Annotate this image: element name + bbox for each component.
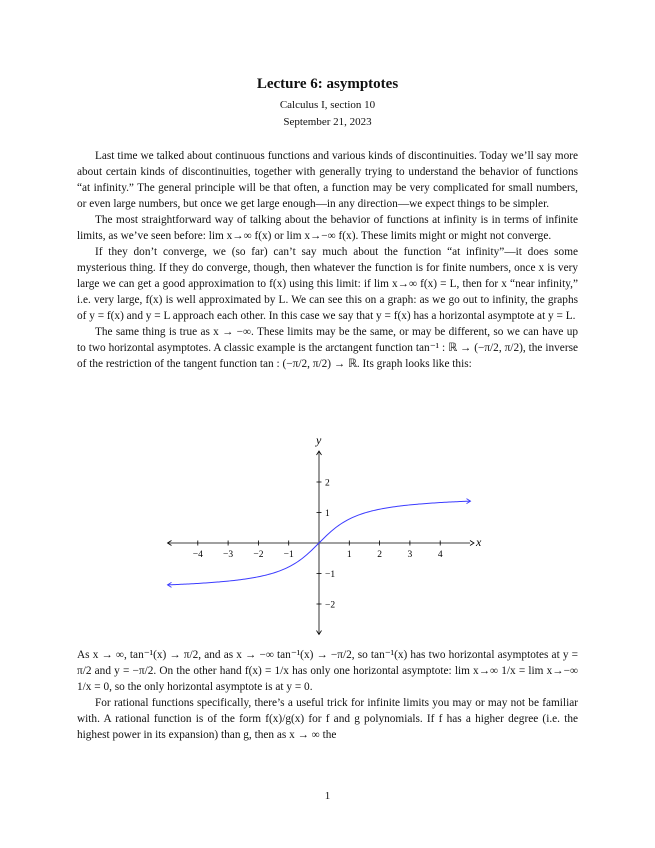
page-number: 1	[324, 790, 331, 802]
page-title: Lecture 6: asymptotes	[256, 76, 399, 92]
x-tick-label: 4	[437, 550, 443, 560]
paragraph-6: For rational functions specifically, there’s a useful trick for infinite limits you may or may not be familiar with. A rational function is of the form f(x)/g(x) for f and g polynomials. If f has a higher degree (i.e. the highest power in its expansion) than g, then as x → ∞ the	[77, 697, 578, 741]
y-axis-label: y	[316, 433, 322, 447]
paragraph-2: The most straightforward way of talking about the behavior of functions at infinity is in terms of infinite limits, as we’ve seen before: lim x→∞ f(x) or lim x→−∞ f(x). These limits might or might not converge.	[77, 214, 578, 242]
paragraph-3: If they don’t converge, we (so far) can’t say much about the function “at infinity”—it does some mysterious thing. If they do converge, though, then whatever the function is for finite numbers, once x is very large we can get a good approximation to f(x) using this limit: if lim x→∞ f(x) = L, then for x “near infinity,” i.e. very large, f(x) is well approximated by L. We can see this on a graph: as we go out to infinity, the graphs of y = f(x) and y = L approach each other. In this case we say that y = f(x) has a horizontal asymptote at y = L.	[77, 246, 578, 322]
x-tick-label: −2	[253, 550, 264, 560]
course-subtitle: Calculus I, section 10	[279, 99, 376, 111]
x-tick-label: −4	[192, 550, 203, 560]
x-tick-label: −1	[283, 550, 294, 560]
paragraph-5: As x → ∞, tan⁻¹(x) → π/2, and as x → −∞ tan⁻¹(x) → −π/2, so tan⁻¹(x) has two horizontal asymptotes at y = π/2 and y = −π/2. On the other hand f(x) = 1/x has only one horizontal asymptote: lim x→∞ 1/x = lim x→−∞ 1/x = 0, so the only horizontal asymptote is at y = 0.	[77, 649, 578, 693]
y-tick-label: 2	[325, 478, 330, 489]
x-tick-label: −3	[223, 550, 234, 560]
y-tick-label: −2	[325, 600, 336, 611]
x-tick-label: 3	[407, 550, 413, 560]
x-tick-label: 2	[377, 550, 382, 560]
paragraph-4: The same thing is true as x → −∞. These limits may be the same, or may be different, so we can have up to two horizontal asymptotes. A classic example is the arctangent function tan⁻¹ : ℝ → (−π/2, π/2), the inverse of the restriction of the tangent function tan : (−π/2, π/2) → ℝ. Its graph looks like this:	[77, 326, 578, 370]
paragraph-1: Last time we talked about continuous functions and various kinds of discontinuities. Today we’ll say more about certain kinds of discontinuities, together with generally trying to understand the behavior of functions “at infinity.” The general principle will be that often, a function may be very complicated for small numbers, or even large numbers, but once we get large enough—in any direction—we expect things to be simpler.	[77, 150, 578, 210]
x-axis-label: x	[476, 535, 482, 549]
x-axis-arrow	[470, 541, 474, 546]
y-tick-label: −1	[325, 570, 336, 580]
y-tick-label: 1	[325, 509, 330, 519]
date-subtitle: September 21, 2023	[283, 116, 372, 128]
body-text-bottom	[77, 647, 578, 743]
x-tick-label: 1	[346, 550, 352, 560]
axes-group	[168, 451, 475, 635]
